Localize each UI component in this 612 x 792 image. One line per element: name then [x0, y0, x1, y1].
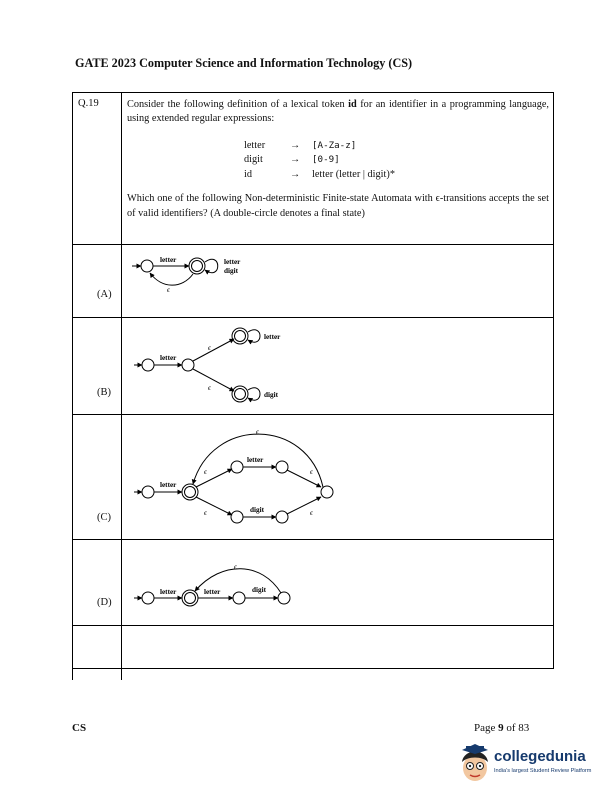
brand-name: collegedunia	[494, 748, 586, 765]
b-eps-top: ϵ	[208, 344, 211, 352]
a-eps-label: ϵ	[167, 286, 170, 294]
d-letter-2: letter	[204, 588, 221, 596]
footer-subject: CS	[72, 722, 87, 734]
option-d-label: (D)	[97, 597, 112, 608]
collegedunia-logo	[458, 744, 598, 784]
option-a-diagram	[122, 247, 272, 307]
c-letter-start: letter	[160, 481, 177, 489]
b-loop-digit: digit	[264, 391, 278, 399]
d-eps-arc: ϵ	[234, 563, 237, 571]
question-prompt: Which one of the following Non-deterministic Finite-state Automata with ϵ-transitions accepts the set of valid identifiers? (A double-circle denotes a final state)	[127, 193, 549, 219]
b-letter-label: letter	[160, 354, 177, 362]
option-b-label: (B)	[97, 387, 111, 398]
c-eps-2: ϵ	[204, 509, 207, 517]
option-d-diagram	[122, 542, 322, 622]
a-loop-digit-label: digit	[224, 267, 238, 275]
option-a-label: (A)	[97, 289, 112, 300]
c-eps-arc: ϵ	[256, 428, 259, 436]
option-b-diagram	[122, 320, 322, 410]
option-c-label: (C)	[97, 512, 111, 523]
c-eps-1: ϵ	[204, 468, 207, 476]
a-letter-label: letter	[160, 256, 177, 264]
d-digit: digit	[252, 586, 266, 594]
c-letter-mid: letter	[247, 456, 264, 464]
option-c-diagram	[122, 417, 372, 537]
question-number: Q.19	[78, 98, 99, 109]
a-loop-letter-label: letter	[224, 258, 241, 266]
c-eps-3: ϵ	[310, 468, 313, 476]
mascot-icon	[458, 744, 492, 784]
question-text: Consider the following definition of a lexical token id for an identifier in a programming language, using extended regular expressions: letter → [A-Za-z] digit → [0-9] id → letter (letter | digit)* Which one of the following Non-deterministic Finite-state Automata with ϵ-transitions accepts the set of valid identifiers? (A double-circle denotes a final state)	[127, 98, 549, 221]
exam-header: GATE 2023 Computer Science and Information Technology (CS)	[75, 56, 413, 70]
b-eps-bottom: ϵ	[208, 384, 211, 392]
c-digit-mid: digit	[250, 506, 264, 514]
b-loop-letter: letter	[264, 333, 281, 341]
question-table	[72, 92, 554, 680]
brand-tagline: India's largest Student Review Platform	[494, 768, 592, 774]
d-letter-1: letter	[160, 588, 177, 596]
footer-page: Page 9 of 83	[474, 722, 530, 734]
definitions: letter → [A-Za-z] digit → [0-9] id → letter (letter | digit)*	[244, 139, 395, 180]
c-eps-4: ϵ	[310, 509, 313, 517]
